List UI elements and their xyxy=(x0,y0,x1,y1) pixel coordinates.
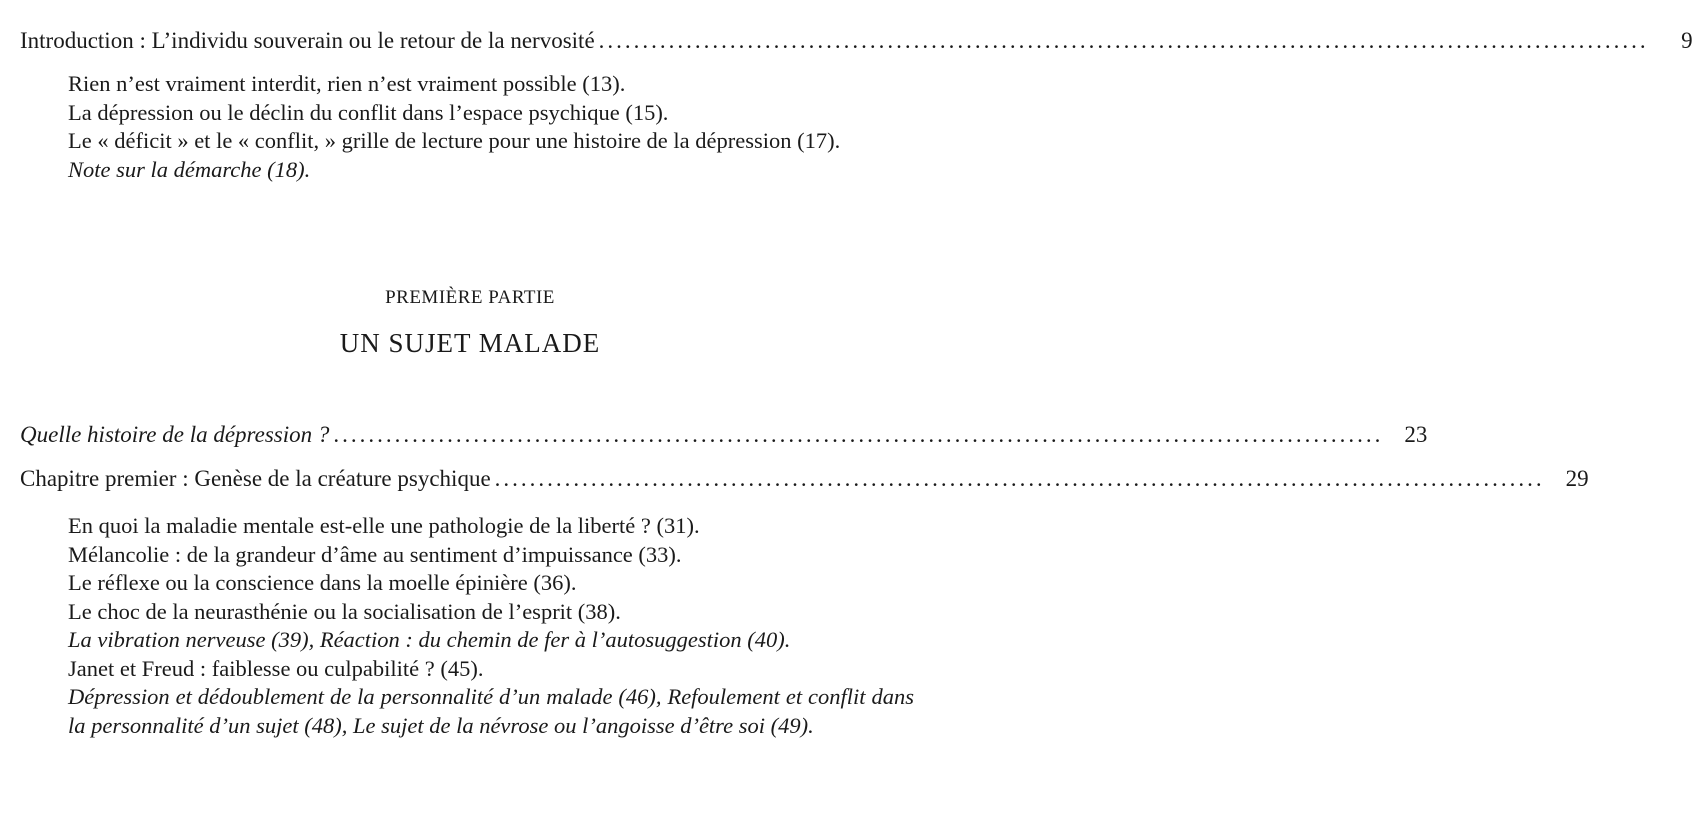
subsection-item: Mélancolie : de la grandeur d’âme au sentiment d’impuissance (33). xyxy=(68,541,682,567)
subsection-item: Le réflexe ou la conscience dans la moelle épinière (36). xyxy=(68,570,577,595)
subsection-item-italic: La vibration nerveuse (39), Réaction : du chemin de fer à l’autosuggestion (40). xyxy=(68,627,791,652)
subsection-item: La dépression ou le déclin du conflit dans l’espace psychique (15). xyxy=(68,99,669,125)
subsection-item: Janet et Freud : faiblesse ou culpabilité ? (45). xyxy=(68,655,484,681)
toc-entry-title: Quelle histoire de la dépression ? xyxy=(20,422,330,447)
toc-entry-page-number: 23 xyxy=(1404,422,1428,447)
toc-entry-chapter-1[interactable] xyxy=(20,464,1589,494)
dot-leader: ........................................................................................................................ xyxy=(333,422,1384,447)
part-title: UN SUJET MALADE xyxy=(339,328,601,358)
toc-entry-history[interactable] xyxy=(20,420,1428,450)
toc-entry-introduction[interactable] xyxy=(20,26,1693,56)
subsection-item-italic: Dépression et dédoublement de la personnalité d’un malade (46), Refoulement et conflit dans la personnalité d’un sujet (48), Le sujet de la névrose ou l’angoisse d’être soi (49). xyxy=(68,684,914,738)
dot-leader: ........................................................................................................................ xyxy=(494,466,1545,491)
chapter-1-subsections xyxy=(68,512,914,740)
toc-entry-title: Chapitre premier : Genèse de la créature psychique xyxy=(20,466,491,491)
toc-entry-page-number: 29 xyxy=(1565,466,1589,491)
part-label: PREMIÈRE PARTIE xyxy=(385,287,555,308)
dot-leader: ........................................................................................................................ xyxy=(598,28,1649,53)
toc-entry-title: Introduction : L’individu souverain ou le retour de la nervosité xyxy=(20,28,595,53)
subsection-item: Le choc de la neurasthénie ou la socialisation de l’esprit (38). xyxy=(68,598,621,624)
toc-entry-page-number: 9 xyxy=(1681,28,1693,53)
subsection-item: Le « déficit » et le « conflit, » grille de lecture pour une histoire de la dépression (17). xyxy=(68,128,841,153)
subsection-item: En quoi la maladie mentale est-elle une pathologie de la liberté ? (31). xyxy=(68,513,700,538)
subsection-item-italic: Note sur la démarche (18). xyxy=(68,156,311,182)
subsection-item: Rien n’est vraiment interdit, rien n’est vraiment possible (13). xyxy=(68,71,626,96)
introduction-subsections xyxy=(68,70,914,184)
